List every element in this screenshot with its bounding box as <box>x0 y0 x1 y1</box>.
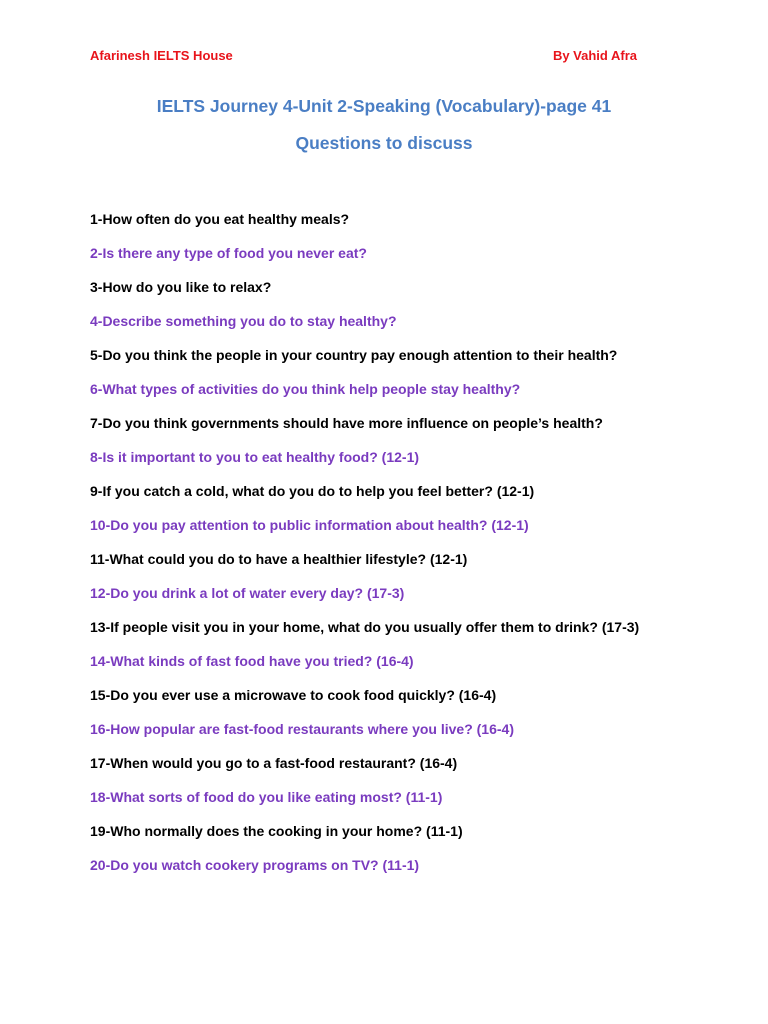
question-item: 13-If people visit you in your home, what do you usually offer them to drink? (17-3) <box>90 619 640 635</box>
question-item: 2-Is there any type of food you never eat? <box>90 245 367 261</box>
question-list <box>90 207 690 887</box>
question-item: 11-What could you do to have a healthier lifestyle? (12-1) <box>90 551 468 567</box>
question-item: 1-How often do you eat healthy meals? <box>90 211 350 227</box>
question-item: 19-Who normally does the cooking in your home? (11-1) <box>90 823 463 839</box>
question-item: 3-How do you like to relax? <box>90 279 272 295</box>
question-item: 6-What types of activities do you think help people stay healthy? <box>90 381 521 397</box>
question-item: 5-Do you think the people in your country pay enough attention to their health? <box>90 347 618 363</box>
header-right-text: By Vahid Afra <box>552 48 637 63</box>
question-item: 4-Describe something you do to stay healthy? <box>90 313 397 329</box>
question-item: 7-Do you think governments should have more influence on people’s health? <box>90 415 603 431</box>
question-item: 18-What sorts of food do you like eating most? (11-1) <box>90 789 443 805</box>
header-left-text: Afarinesh IELTS House <box>90 48 233 63</box>
question-item: 8-Is it important to you to eat healthy food? (12-1) <box>90 449 420 465</box>
page-title: IELTS Journey 4-Unit 2-Speaking (Vocabulary)-page 41 <box>156 96 612 116</box>
question-item: 15-Do you ever use a microwave to cook food quickly? (16-4) <box>90 687 497 703</box>
question-item: 14-What kinds of fast food have you tried? (16-4) <box>90 653 414 669</box>
question-item: 16-How popular are fast-food restaurants where you live? (16-4) <box>90 721 514 737</box>
question-item: 12-Do you drink a lot of water every day? (17-3) <box>90 585 405 601</box>
question-item: 10-Do you pay attention to public information about health? (12-1) <box>90 517 529 533</box>
page-subtitle: Questions to discuss <box>295 133 473 153</box>
question-item: 17-When would you go to a fast-food restaurant? (16-4) <box>90 755 458 771</box>
question-item: 20-Do you watch cookery programs on TV? (11-1) <box>90 857 420 873</box>
question-item: 9-If you catch a cold, what do you do to help you feel better? (12-1) <box>90 483 535 499</box>
